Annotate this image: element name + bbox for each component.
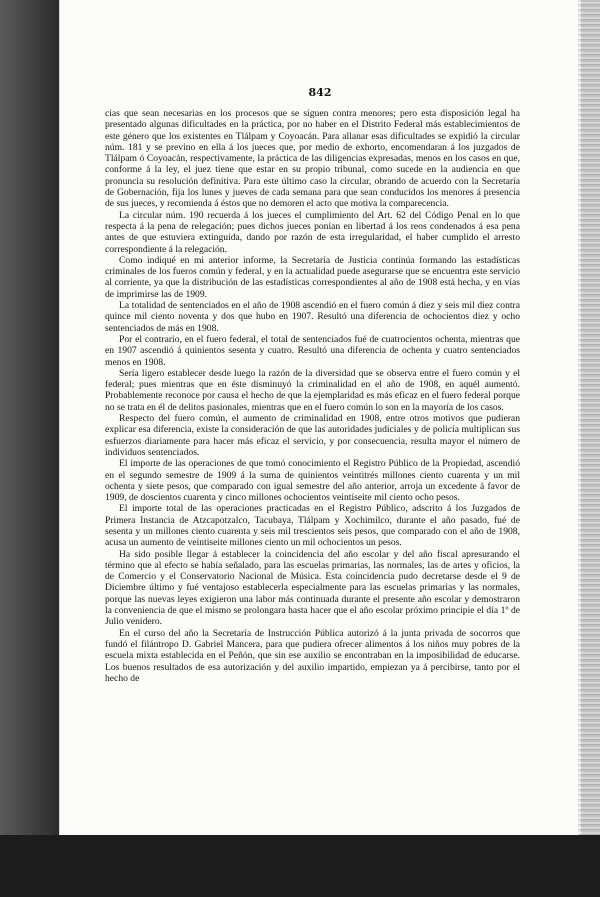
paragraph: El importe total de las operaciones practicadas en el Registro Público, adscrito á los Juzgados de Primera Instancia de Atzcapotzalco, Tacubaya, Tlálpam y Xochimilco, durante el año pasado, fué de sesenta y un millones ciento cuarenta y seis mil trescientos seis pesos, que comparado con el año de 1908, acusa un aumento de veintiseite millones ciento un mil ochocientos un pesos. xyxy=(105,503,520,549)
scanner-bed-bottom xyxy=(0,835,600,897)
paragraph: El importe de las operaciones de que tomó conocimiento el Registro Público de la Propiedad, ascendió en el segundo semestre de 1909 á la suma de quinientos veintitrés millones ciento cuarenta y un mil ochenta y siete pesos, que comparado con igual semestre del año anterior, arroja un excedente á favor de 1909, de doscientos cuarenta y cinco millones ochocientos veintiseite mil ciento ocho pesos. xyxy=(105,458,520,504)
paragraph: En el curso del año la Secretaría de Instrucción Pública autorizó á la junta privada de socorros que fundó el filántropo D. Gabriel Mancera, para que pudiera ofrecer alimentos á los niños muy pobres de la escuela mixta establecida en el Peñón, que sin ese auxilio se encontraban en la imposibilidad de educarse. Los buenos resultados de esa autorización y del auxilio impartido, empiezan ya á percibirse, tanto por el hecho de xyxy=(105,627,520,684)
page-number: 842 xyxy=(308,86,332,99)
scanner-shadow-left xyxy=(0,0,60,835)
paragraph: La totalidad de sentenciados en el año de 1908 ascendió en el fuero común á diez y seis mil diez contra quince mil ciento noventa y dos que hubo en 1907. Resultó una diferencia de ochocientos diez y ocho sentenciados de más en 1908. xyxy=(105,300,520,334)
paragraph: cias que sean necesarias en los procesos que se siguen contra menores; pero esta disposición legal ha presentado algunas dificultades en la práctica, por no haber en el Distrito Federal más establecimientos de este género que los existentes en Tlálpam y Coyoacán. Para allanar esas dificultades se expidió la circular núm. 181 y se previno en ella á los jueces que, por medio de exhorto, encomendaran á los juzgados de Tlálpam ó Coyoacán, respectivamente, la práctica de las diligencias expresadas, menos en los casos en que, conforme á la ley, el juez tiene que estar en su propio tribunal, como sucede en la audiencia en que pronuncia su resolución definitiva. Para este último caso la circular, obrando de acuerdo con la Secretaría de Gobernación, fija los lunes y jueves de cada semana para que sean conducidos los menores á presencia de sus jueces, y recomienda á éstos que no demoren el acto que motiva la comparecencia. xyxy=(105,108,520,210)
page-edge-stack xyxy=(578,0,600,835)
paragraph: Sería ligero establecer desde luego la razón de la diversidad que se observa entre el fuero común y el federal; pues mientras que en éste disminuyó la criminalidad en el año de 1908, en aquél aumentó. Probablemente reconoce por causa el hecho de que la ejemplaridad es más eficaz en el fuero federal porque no se trata en él de delitos pasionales, mientras que en el fuero común lo son en la mayoría de los casos. xyxy=(105,367,520,413)
body-text xyxy=(105,108,520,684)
paragraph: Por el contrario, en el fuero federal, el total de sentenciados fué de cuatrocientos ochenta, mientras que en 1907 ascendió á quinientos sesenta y cuatro. Resultó una diferencia de ochenta y cuatro sentenciados menos en 1908. xyxy=(105,333,520,368)
paragraph: Ha sido posible llegar á establecer la coincidencia del año escolar y del año fiscal apresurando el término que al efecto se había señalado, para las escuelas primarias, las normales, las de artes y oficios, la de Comercio y el Conservatorio Nacional de Música. Esta coincidencia pudo decretarse desde el 9 de Diciembre último y fué ventajoso establecerla especialmente para las escuelas primarias y las normales, porque las nuevas leyes exigieron una labor más continuada durante el presente año escolar y demostraron la conveniencia de que el mismo se prolongara hasta hacer que el año escolar próximo principie el día 1º de Julio venidero. xyxy=(105,548,520,628)
paragraph: La circular núm. 190 recuerda á los jueces el cumplimiento del Art. 62 del Código Penal en lo que respecta á la pena de relegación; pues dichos jueces ponían en libertad á los reos condenados á esa pena antes de que estuviera extinguida, dando por razón de esta irregularidad, el haber cumplido el arresto correspondiente á la relegación. xyxy=(105,209,520,255)
paragraph: Respecto del fuero común, el aumento de criminalidad en 1908, entre otros motivos que pudieran explicar esa diferencia, existe la consideración de que las autoridades judiciales y de policía multiplican sus esfuerzos diariamente para hacer más eficaz el servicio, y por consecuencia, resulta mayor el número de individuos sentenciados. xyxy=(105,413,520,458)
document-page xyxy=(60,0,580,835)
paragraph: Como indiqué en mi anterior informe, la Secretaría de Justicia continúa formando las estadísticas criminales de los fueros común y federal, y en la actualidad puede asegurarse que se encuentra este servicio al corriente, ya que la distribución de las estadísticas correspondientes al año de 1908 está hecha, y en vías de imprimirse las de 1909. xyxy=(105,254,520,300)
